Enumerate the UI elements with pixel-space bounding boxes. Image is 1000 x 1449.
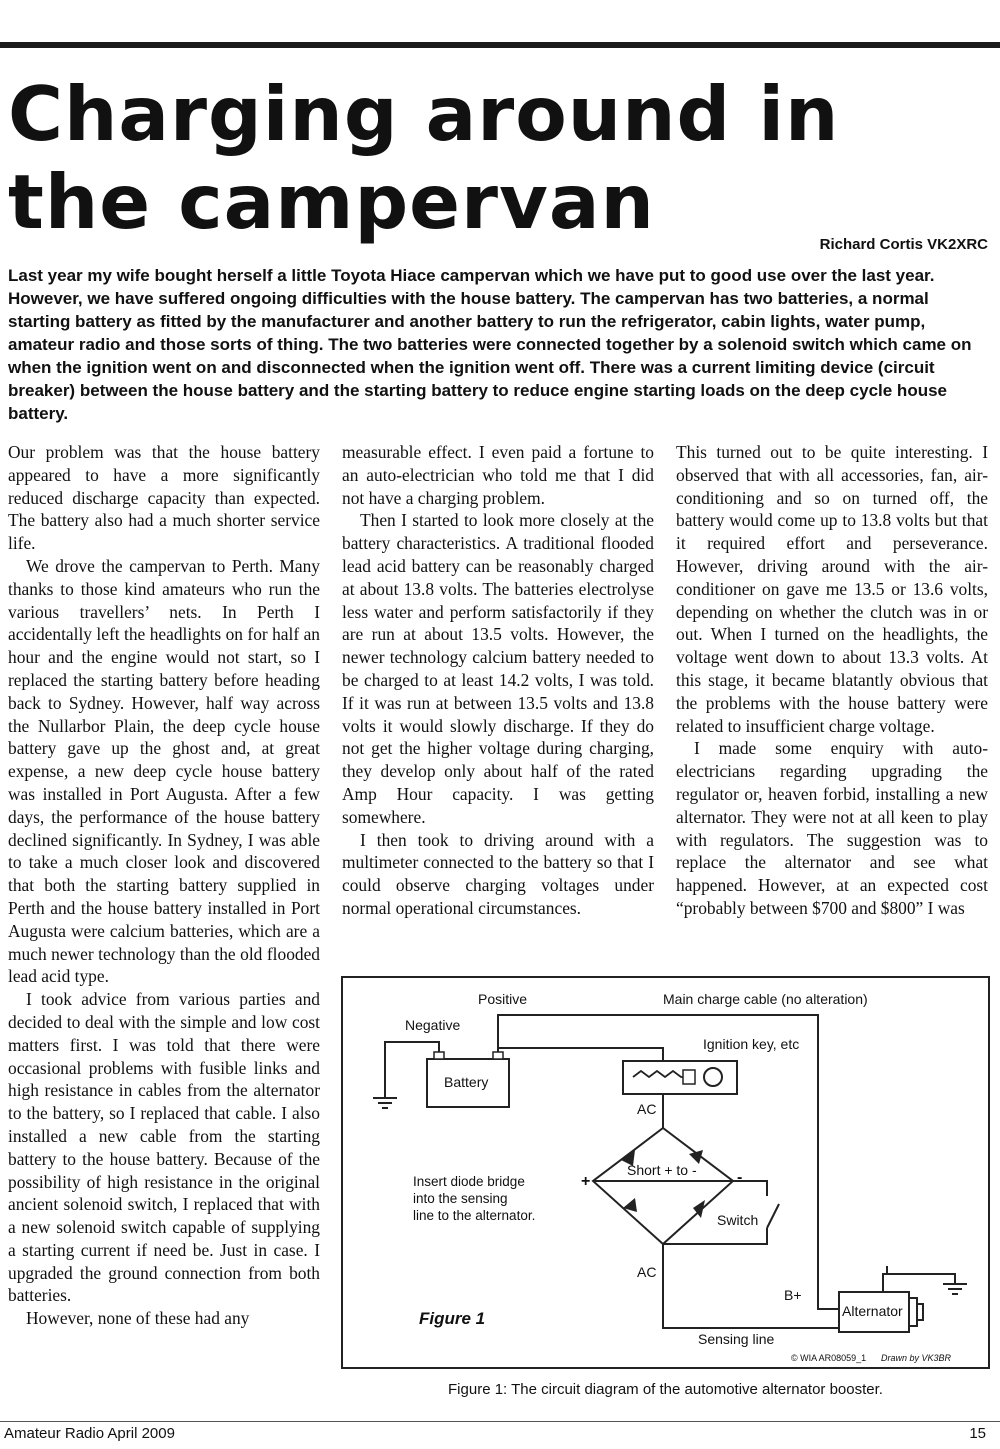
label-switch: Switch bbox=[717, 1212, 759, 1228]
article-author: Richard Cortis VK2XRC bbox=[819, 236, 988, 253]
paragraph: Our problem was that the house battery appeared to have a more significantly reduced discharge capacity than expected. The battery also had a much shorter service life. bbox=[8, 442, 320, 554]
paragraph: However, none of these had any bbox=[26, 1308, 250, 1329]
ground-symbol bbox=[373, 1098, 397, 1108]
top-rule bbox=[0, 42, 1000, 48]
label-insert-1: Insert diode bridge bbox=[413, 1174, 525, 1189]
label-positive: Positive bbox=[478, 991, 528, 1007]
figure-caption: Figure 1: The circuit diagram of the automotive alternator booster. bbox=[448, 1381, 883, 1398]
diode-bridge bbox=[593, 1128, 733, 1244]
footer-publication: Amateur Radio April 2009 bbox=[4, 1425, 175, 1442]
column-3 bbox=[676, 441, 988, 946]
label-ac-bottom: AC bbox=[637, 1264, 657, 1280]
article-lead: Last year my wife bought herself a little Toyota Hiace campervan which we have put to good use over the last year. However, we have suffered ongoing difficulties with the house battery. The campervan has two batteries, a normal starting battery as fitted by the manufacturer and another battery to run the refrigerator, cabin lights, water pump, amateur radio and those sorts of thing. The two batteries were connected together by a solenoid switch which came on when the ignition went on and disconnected when the ignition went off. There was a current limiting device (circuit breaker) between the house battery and the starting battery to reduce engine starting loads on the deep cycle house battery. bbox=[8, 266, 972, 423]
key-ring-icon bbox=[704, 1068, 722, 1086]
paragraph: measurable effect. I even paid a fortune to an auto-electrician who told me that I did not have a charging problem. bbox=[342, 442, 654, 508]
alternator-pulley bbox=[909, 1298, 917, 1326]
paragraph: Then I started to look more closely at the battery characteristics. A traditional flooded lead acid battery can be reasonably charged at about 13.8 volts. The batteries electrolyse less water and perform satisfactorily if they are run at about 13.5 volts. However, the newer technology calcium battery needed to be charged to at least 14.2 volts, I was told. If it was run at between 13.5 volts and 13.8 volts it would slowly discharge. If they do not get the higher voltage during charging, they develop only about half of the rated Amp Hour capacity. I was getting somewhere. bbox=[342, 510, 654, 827]
column-2 bbox=[342, 441, 654, 946]
page-number: 15 bbox=[969, 1425, 986, 1442]
label-insert-2: into the sensing bbox=[413, 1191, 508, 1206]
circuit-diagram bbox=[343, 978, 992, 1371]
label-short: Short + to - bbox=[627, 1162, 697, 1178]
label-plus: + bbox=[581, 1173, 591, 1190]
paragraph: I took advice from various parties and decided to deal with the simple and low cost matters first. I was told that there were occasional problems with fusible links and high resistance in cables from the alternator to the battery, so I replaced that cable. I also installed a new cable from the starting battery to the house battery. Because of the possibility of high resistance in the original ancient solenoid switch, I replaced that with a new solenoid switch capable of supplying a starting current if need be. Just in case. I upgraded the ground connection from both batteries. bbox=[8, 989, 320, 1306]
key-head-icon bbox=[683, 1070, 695, 1084]
label-insert-3: line to the alternator. bbox=[413, 1208, 536, 1223]
paragraph: This turned out to be quite interesting. I observed that with all accessories, fan, air-conditioning and so on turned off, the battery would come up to 13.8 volts but that it required effort and perseverance. However, driving around with the air-conditioner on gave me 13.5 or 13.6 volts, depending on whether the clutch was in or out. When I turned on the headlights, the voltage went down to about 13.3 volts. At this stage, it became blatantly obvious that the problems with the house battery were related to insufficient charge voltage. bbox=[676, 442, 988, 736]
figure-credit-drawn: Drawn by VK3BR bbox=[881, 1353, 952, 1363]
label-battery: Battery bbox=[444, 1074, 489, 1090]
paragraph: We drove the campervan to Perth. Many thanks to those kind amateurs who run the various travellers’ nets. In Perth I accidentally left the headlights on for half an hour and the engine would not start, so I replaced the starting battery before heading back to Sydney. However, half way across the Nullarbor Plain, the deep cycle house battery gave up the ghost and, at great expense, a new deep cycle house battery was installed in Port Augusta. After a few days, the performance of the house battery declined significantly. In Sydney, I was able to take a much closer look and discovered that both the starting battery supplied in Perth and the house battery installed in Port Augusta were calcium batteries, which are a much newer technology than the old flooded lead acid type. bbox=[8, 555, 320, 987]
ground-symbol bbox=[943, 1284, 967, 1294]
battery-terminal-negative bbox=[434, 1052, 444, 1059]
figure-label: Figure 1 bbox=[419, 1309, 486, 1328]
label-minus: - bbox=[737, 1169, 743, 1186]
circuit-figure bbox=[341, 976, 990, 1369]
battery-terminal-positive bbox=[493, 1052, 503, 1059]
ignition-feed bbox=[498, 1048, 663, 1062]
column-1 bbox=[8, 441, 320, 1406]
label-bplus: B+ bbox=[784, 1287, 802, 1303]
label-sensing: Sensing line bbox=[698, 1331, 775, 1347]
paragraph: I made some enquiry with auto-electricians regarding upgrading the regulator or, heaven forbid, installing a new alternator. They were not at all keen to play with regulators. The suggestion was to replace the alternator and see what happened. However, at an expected cost “probably between $700 and $800” I was bbox=[676, 738, 988, 918]
label-main-cable: Main charge cable (no alteration) bbox=[663, 991, 868, 1007]
label-ignition: Ignition key, etc bbox=[703, 1036, 800, 1052]
footer-rule bbox=[0, 1421, 1000, 1422]
switch-blade bbox=[767, 1204, 779, 1228]
paragraph: I then took to driving around with a multimeter connected to the battery so that I could observe charging voltages under normal operational circumstances. bbox=[342, 829, 654, 918]
label-alternator: Alternator bbox=[842, 1303, 903, 1319]
alternator-pulley bbox=[917, 1304, 923, 1320]
label-negative: Negative bbox=[405, 1017, 461, 1033]
figure-credit-copyright: © WIA AR08059_1 bbox=[791, 1353, 867, 1363]
sensing-line bbox=[663, 1244, 857, 1328]
article-title: Charging around in the campervan bbox=[8, 70, 840, 246]
label-ac-top: AC bbox=[637, 1101, 657, 1117]
